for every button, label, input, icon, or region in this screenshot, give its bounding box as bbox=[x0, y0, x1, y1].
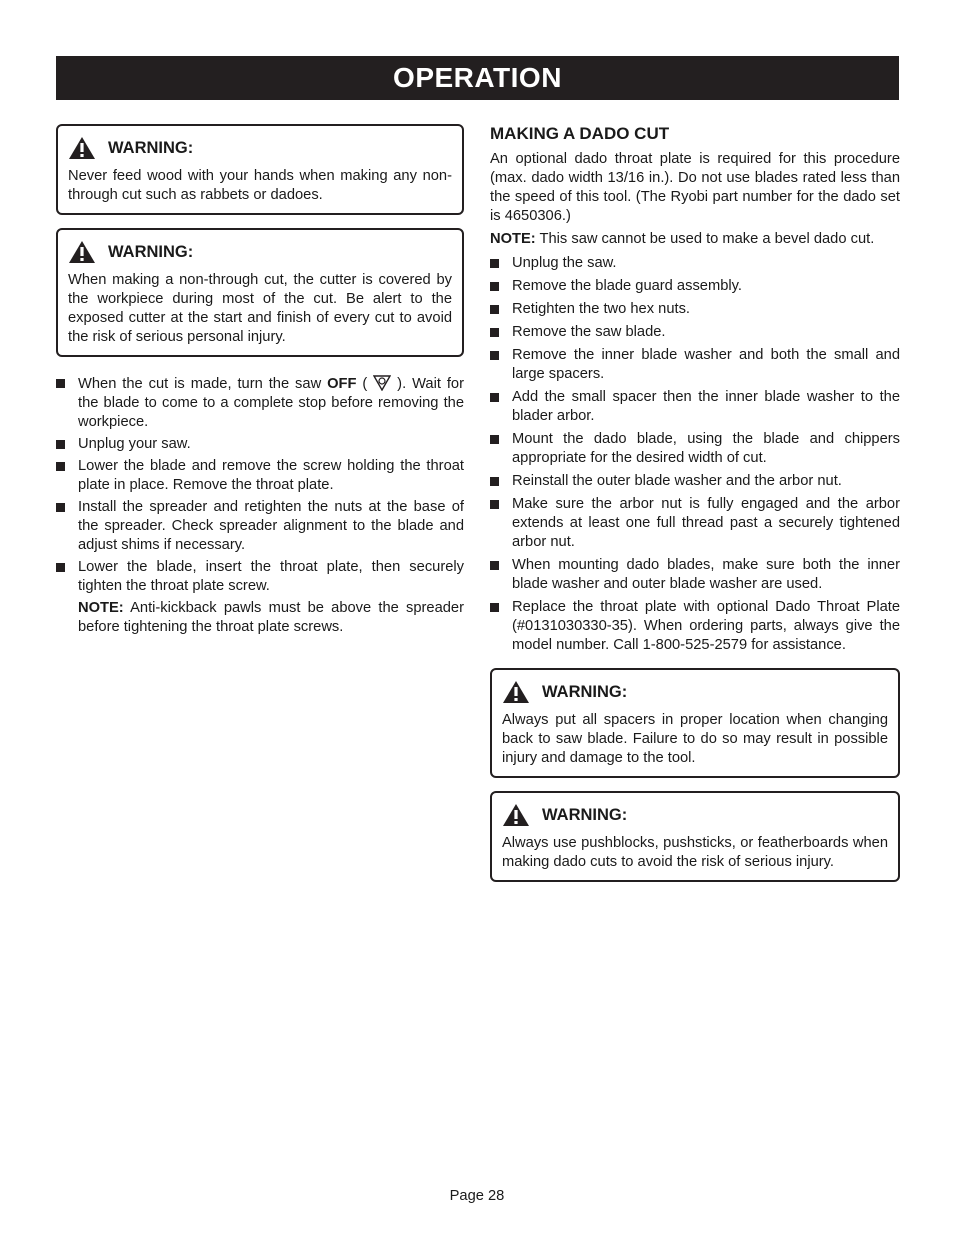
warning-box-2 bbox=[56, 228, 464, 357]
list-item bbox=[490, 277, 900, 296]
warning-text: Always put all spacers in proper location when changing back to saw blade. Failure to do so may result in possible injury and damage to the tool. bbox=[502, 712, 888, 766]
list-item-text: ). Wait for the blade to come to a complete stop before removing the workpiece. bbox=[78, 376, 464, 430]
bullet-square-icon bbox=[490, 477, 499, 486]
bullet-square-icon bbox=[490, 435, 499, 444]
section-title: MAKING A DADO CUT bbox=[490, 124, 670, 143]
bullet-square-icon bbox=[490, 603, 499, 612]
list-item-text: Reinstall the outer blade washer and the arbor nut. bbox=[512, 473, 842, 489]
list-item bbox=[490, 388, 900, 426]
bullet-square-icon bbox=[490, 351, 499, 360]
warning-header bbox=[68, 136, 452, 160]
warning-box-4 bbox=[490, 791, 900, 882]
warning-text: Always use pushblocks, pushsticks, or featherboards when making dado cuts to avoid the risk of serious injury. bbox=[502, 835, 888, 870]
list-item-text: When the cut is made, turn the saw bbox=[78, 376, 328, 392]
list-item-text: Lower the blade, insert the throat plate, then securely tighten the throat plate screw. bbox=[78, 559, 464, 594]
warning-header bbox=[502, 803, 888, 827]
list-item bbox=[56, 558, 464, 596]
left-column bbox=[56, 124, 464, 637]
list-item bbox=[490, 323, 900, 342]
list-item-text: Remove the blade guard assembly. bbox=[512, 278, 742, 294]
bullet-square-icon bbox=[56, 503, 65, 512]
warning-title: WARNING: bbox=[108, 242, 194, 261]
warning-header bbox=[68, 240, 452, 264]
list-item-text: Replace the throat plate with optional Dado Throat Plate (#0131030330-35). When ordering parts, always give the model number. Call 1-800-525-2579 for assistance. bbox=[512, 599, 900, 653]
right-bullet-list bbox=[490, 254, 900, 655]
note-paragraph bbox=[56, 599, 464, 637]
warning-text: Never feed wood with your hands when making any non-through cut such as rabbets or dadoes. bbox=[68, 168, 452, 203]
list-item bbox=[56, 498, 464, 555]
warning-title: WARNING: bbox=[542, 805, 628, 824]
list-item-text: Add the small spacer then the inner blade washer to the blader arbor. bbox=[512, 389, 900, 424]
bullet-square-icon bbox=[56, 563, 65, 572]
bullet-square-icon bbox=[490, 393, 499, 402]
list-item bbox=[56, 435, 464, 454]
bullet-square-icon bbox=[490, 561, 499, 570]
list-item bbox=[56, 457, 464, 495]
warning-title: WARNING: bbox=[108, 138, 194, 157]
note-label: NOTE: bbox=[78, 600, 124, 616]
off-symbol-icon bbox=[373, 374, 391, 391]
off-label: OFF bbox=[327, 376, 357, 392]
intro-paragraph: An optional dado throat plate is required for this procedure (max. dado width 13/16 in.). Do not use blades rated less than the speed of this tool. (The Ryobi part number for the dado set is 4650306.) bbox=[490, 151, 900, 224]
note-paragraph bbox=[490, 230, 900, 249]
warning-text: When making a non-through cut, the cutter is covered by the workpiece during most of the cut. Be alert to the exposed cutter at the start and finish of every cut to avoid the risk of serious personal injury. bbox=[68, 272, 452, 345]
list-item-text: Unplug your saw. bbox=[78, 436, 191, 452]
warning-triangle-icon bbox=[502, 803, 530, 827]
note-text: This saw cannot be used to make a bevel dado cut. bbox=[535, 231, 875, 247]
list-item-text: Remove the saw blade. bbox=[512, 324, 666, 340]
list-item bbox=[490, 300, 900, 319]
list-item-text: Unplug the saw. bbox=[512, 255, 617, 271]
list-item bbox=[490, 472, 900, 491]
right-column bbox=[490, 124, 900, 895]
list-item bbox=[490, 254, 900, 273]
list-item-text: Mount the dado blade, using the blade and chippers appropriate for the desired width of cut. bbox=[512, 431, 900, 466]
warning-box-1 bbox=[56, 124, 464, 215]
list-item-text: Make sure the arbor nut is fully engaged and the arbor extends at least one full thread past a securely tightened arbor nut. bbox=[512, 496, 900, 550]
list-item-text: ( bbox=[356, 376, 374, 392]
header-bar bbox=[56, 56, 899, 100]
page-title: OPERATION bbox=[393, 62, 562, 93]
bullet-square-icon bbox=[56, 462, 65, 471]
warning-header bbox=[502, 680, 888, 704]
list-item bbox=[490, 346, 900, 384]
list-item-text: Install the spreader and retighten the nuts at the base of the spreader. Check spreader alignment to the blade and adjust shims if necessary. bbox=[78, 499, 464, 553]
warning-box-3 bbox=[490, 668, 900, 778]
bullet-square-icon bbox=[490, 500, 499, 509]
list-item-text: Remove the inner blade washer and both the small and large spacers. bbox=[512, 347, 900, 382]
warning-title: WARNING: bbox=[542, 682, 628, 701]
warning-triangle-icon bbox=[502, 680, 530, 704]
list-item bbox=[490, 495, 900, 552]
bullet-square-icon bbox=[490, 282, 499, 291]
list-item bbox=[56, 374, 464, 432]
list-item bbox=[490, 598, 900, 655]
left-bullet-list bbox=[56, 374, 464, 596]
bullet-square-icon bbox=[56, 440, 65, 449]
list-item-text: When mounting dado blades, make sure both the inner blade washer and outer blade washer are used. bbox=[512, 557, 900, 592]
warning-triangle-icon bbox=[68, 136, 96, 160]
list-item bbox=[490, 430, 900, 468]
bullet-square-icon bbox=[490, 328, 499, 337]
list-item-text: Retighten the two hex nuts. bbox=[512, 301, 690, 317]
list-item bbox=[490, 556, 900, 594]
warning-triangle-icon bbox=[68, 240, 96, 264]
note-label: NOTE: bbox=[490, 231, 536, 247]
note-text: Anti-kickback pawls must be above the spreader before tightening the throat plate screws. bbox=[78, 600, 464, 635]
bullet-square-icon bbox=[56, 379, 65, 388]
list-item-text: Lower the blade and remove the screw holding the throat plate in place. Remove the throat plate. bbox=[78, 458, 464, 493]
page-number: Page 28 bbox=[449, 1188, 505, 1204]
bullet-square-icon bbox=[490, 259, 499, 268]
bullet-square-icon bbox=[490, 305, 499, 314]
